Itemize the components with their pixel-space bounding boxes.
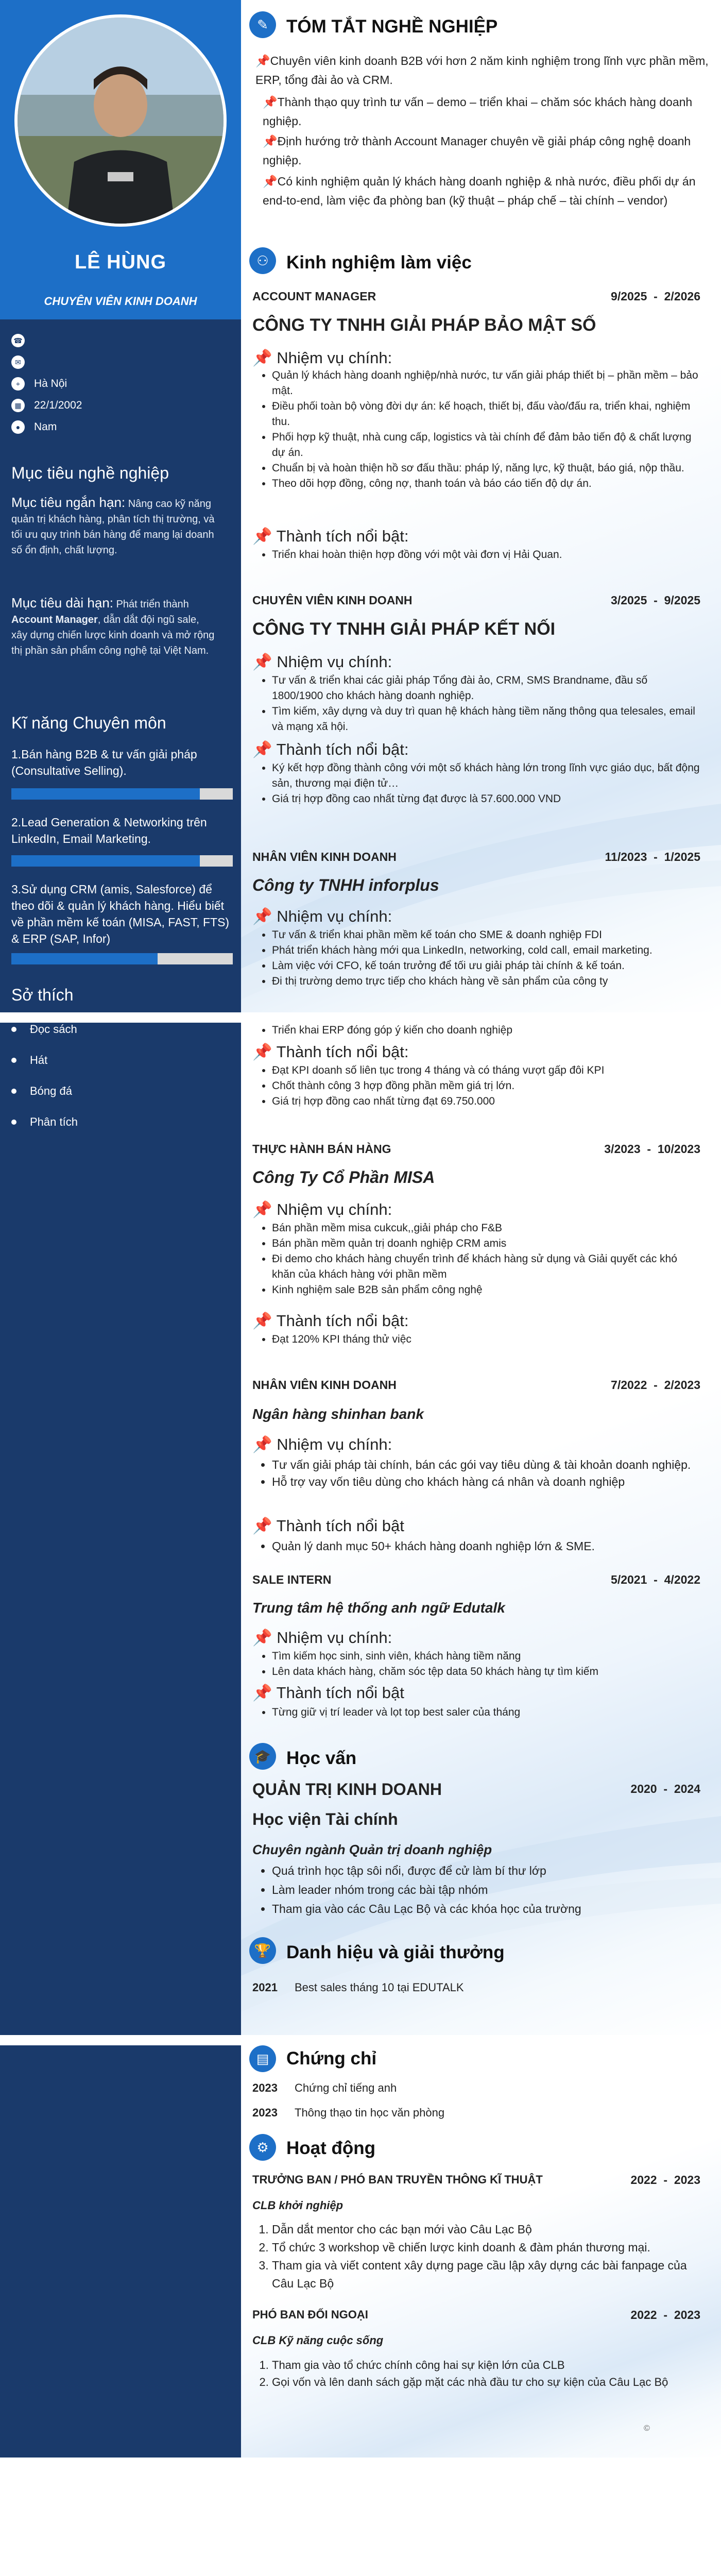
job-role: NHÂN VIÊN KINH DOANH — [252, 1378, 397, 1392]
person-icon: ● — [11, 420, 25, 434]
profile-title: CHUYÊN VIÊN KINH DOANH — [44, 295, 197, 308]
skill-item: 3.Sử dụng CRM (amis, Salesforce) để theo dõi & quản lý khách hàng. Hiểu biết về phần mềm kế toán (MISA, FAST, FTS) & ERP (SAP, Infor) — [11, 883, 230, 945]
location-icon: ⌖ — [11, 377, 25, 391]
achievement-item: • Từng giữ vị trí leader và lọt top best saler của tháng — [272, 1705, 700, 1720]
job-start: 5/2021 — [611, 1573, 647, 1586]
hobbies-heading: Sở thích — [11, 986, 74, 1004]
objective-heading: Mục tiêu nghề nghiệp — [11, 464, 169, 482]
contact-phone — [11, 334, 233, 347]
task-item: • Đi demo cho khách hàng chuyển trình để khách hàng sử dụng và Giải quyết các khó khăn của khách hàng với phần mềm — [272, 1251, 700, 1282]
task-list — [258, 1456, 700, 1490]
skill-bar-fill — [11, 855, 200, 867]
job-company: Ngân hàng shinhan bank — [252, 1406, 424, 1422]
activity-org: CLB Kỹ năng cuộc sống — [252, 2334, 384, 2347]
summary-heading: TÓM TẮT NGHỀ NGHIỆP — [286, 16, 498, 37]
education-institution: Học viện Tài chính — [252, 1810, 398, 1828]
tasks-label-text: Nhiệm vụ chính: — [277, 349, 392, 367]
task-item: • Chuẩn bị và hoàn thiện hồ sơ đấu thầu: pháp lý, năng lực, kỹ thuật, báo giá, nộp thầu. — [272, 461, 700, 476]
job-dates: 11/2023 - 1/2025 — [605, 850, 700, 863]
task-item: • Triển khai ERP đóng góp ý kiến cho doanh nghiệp — [272, 1023, 700, 1038]
trophy-icon: 🏆 — [249, 1937, 276, 1964]
tasks-label-text: Nhiệm vụ chính: — [277, 1435, 392, 1453]
achievements-label-text: Thành tích nổi bật: — [276, 1312, 409, 1330]
task-item: • Bán phần mềm quản trị doanh nghiệp CRM amis — [272, 1236, 700, 1251]
copyright-icon: © — [644, 2424, 650, 2433]
pin-icon: 📌 — [252, 1435, 272, 1453]
achievement-list — [258, 760, 700, 807]
achievement-item: • Đạt KPI doanh số liên tục trong 4 tháng và có tháng vượt gấp đôi KPI — [272, 1063, 700, 1078]
task-item: • Tìm kiếm, xây dựng và duy trì quan hệ khách hàng tiềm năng thông qua telesales, email và mạng xã hội. — [272, 704, 700, 735]
hobby-label: Đọc sách — [30, 1023, 77, 1036]
activity-dates: 2022 - 2023 — [630, 2308, 700, 2321]
hobby-item — [11, 1084, 72, 1098]
cv-page-2 — [0, 1023, 721, 2035]
achievements-label-text: Thành tích nổi bật: — [276, 740, 409, 758]
hobby-label: Hát — [30, 1054, 48, 1066]
achievements-label-text: Thành tích nổi bật — [276, 1684, 404, 1702]
skills-heading: Kĩ năng Chuyên môn — [11, 714, 166, 732]
activities-heading: Hoạt động — [286, 2138, 376, 2158]
achievement-item: • Ký kết hợp đồng thành công với một số khách hàng lớn trong lĩnh vực giáo dục, bất động sản, thương mại điện tử… — [272, 760, 700, 791]
education-dates: 2020 - 2024 — [630, 1782, 700, 1795]
tasks-label — [252, 1200, 392, 1219]
pin-icon: 📌 — [252, 653, 272, 671]
tasks-label-text: Nhiệm vụ chính: — [277, 1629, 392, 1647]
achievements-label-text: Thành tích nổi bật — [276, 1517, 404, 1535]
achievement-list — [258, 1705, 700, 1720]
skill-bar — [11, 855, 233, 867]
tasks-label — [252, 907, 392, 926]
email-icon: ✉ — [11, 355, 25, 369]
summary-text: Chuyên viên kinh doanh B2B với hơn 2 năm kinh nghiệm trong lĩnh vực phần mềm, ERP, tổng đài ảo và CRM. — [255, 54, 709, 87]
activity-end: 2023 — [674, 2308, 700, 2321]
task-list — [258, 1649, 700, 1680]
page-gap — [0, 1012, 721, 1023]
certificate-row — [252, 2106, 444, 2120]
summary-text: Định hướng trở thành Account Manager chuyên về giải pháp công nghệ doanh nghiệp. — [263, 134, 691, 167]
task-item: • Đi thị trường demo trực tiếp cho khách hàng về sản phẩm của công ty — [272, 974, 700, 989]
birthday-value: 22/1/2002 — [34, 399, 82, 411]
objective-short-text: Nâng cao kỹ năng quản trị khách hàng, phân tích thị trường, và tối ưu quy trình bán hàng để mang lại doanh số ổn định, chất lượng. — [11, 498, 215, 556]
task-item: • Tư vấn giải pháp tài chính, bán các gói vay tiêu dùng & tài khoản doanh nghiệp. — [272, 1456, 700, 1473]
education-school: QUẢN TRỊ KINH DOANH — [252, 1780, 442, 1799]
task-item: • Kinh nghiệm sale B2B sản phẩm công nghệ — [272, 1282, 700, 1298]
award-year: 2021 — [252, 1981, 278, 1994]
summary-item — [255, 52, 709, 90]
skill-bar — [11, 953, 233, 964]
job-dates: 5/2021 - 4/2022 — [611, 1573, 700, 1586]
education-heading: Học vấn — [286, 1748, 357, 1768]
job-end: 1/2025 — [664, 850, 700, 863]
achievements-label — [252, 1683, 404, 1702]
pin-icon: 📌 — [252, 1629, 272, 1647]
contact-email — [11, 355, 233, 369]
task-item: • Làm việc với CFO, kế toán trưởng để tối ưu giải pháp tài chính & kế toán. — [272, 958, 700, 974]
job-start: 3/2023 — [604, 1142, 641, 1156]
skill-bar — [11, 788, 233, 800]
job-dates: 3/2025 - 9/2025 — [611, 594, 700, 607]
activity-point: 2. Tổ chức 3 workshop về chiến lược kinh doanh & đàm phán thương mại. — [272, 2239, 700, 2257]
achievements-label — [252, 527, 408, 546]
objective-long-text: Phát triển thành — [116, 599, 189, 610]
hobby-label: Bóng đá — [30, 1084, 72, 1097]
profile-name: LÊ HÙNG — [75, 251, 166, 273]
tasks-label-text: Nhiệm vụ chính: — [277, 653, 392, 671]
awards-heading: Danh hiệu và giải thưởng — [286, 1942, 505, 1962]
job-role: THỰC HÀNH BÁN HÀNG — [252, 1142, 391, 1156]
certificate-year: 2023 — [252, 2081, 278, 2094]
pin-icon: 📌 — [252, 1200, 272, 1218]
contact-location — [11, 377, 233, 391]
education-list — [258, 1861, 700, 1919]
pin-icon: 📌 — [263, 175, 278, 188]
task-item: • Quản lý khách hàng doanh nghiệp/nhà nước, tư vấn giải pháp thiết bị – phần mềm – bảo mật. — [272, 368, 700, 399]
graduation-cap-icon: 🎓 — [249, 1743, 276, 1770]
bullet-icon — [11, 1027, 16, 1032]
job-start: 11/2023 — [605, 850, 647, 863]
task-item: • Phát triển khách hàng mới qua LinkedIn, networking, cold call, email marketing. — [272, 943, 700, 958]
job-start: 3/2025 — [611, 594, 647, 607]
achievements-label-text: Thành tích nổi bật: — [276, 527, 409, 545]
hobby-item — [11, 1023, 77, 1036]
objective-long — [11, 595, 217, 658]
pin-icon: 📌 — [252, 1517, 272, 1535]
job-start: 9/2025 — [611, 290, 647, 303]
award-row — [252, 1981, 464, 1994]
pin-icon: 📌 — [252, 527, 272, 545]
activity-role: PHÓ BAN ĐỐI NGOẠI — [252, 2308, 368, 2321]
contact-gender — [11, 420, 233, 434]
certificates-heading: Chứng chỉ — [286, 2048, 377, 2069]
achievements-label — [252, 1516, 404, 1535]
task-list — [258, 1221, 700, 1298]
summary-item — [263, 172, 716, 210]
task-item: • Bán phần mềm misa cukcuk,,giải pháp cho F&B — [272, 1221, 700, 1236]
objective-long-text-end: , dẫn dắt đội ngũ sale, xây dựng chiến lược kinh doanh và mở rộng thị phần sản phẩm công nghệ tại Việt Nam. — [11, 614, 215, 656]
education-start: 2020 — [630, 1782, 657, 1795]
job-company: CÔNG TY TNHH GIẢI PHÁP BẢO MẬT SỐ — [252, 315, 596, 335]
tasks-label — [252, 1628, 392, 1647]
task-list — [258, 673, 700, 735]
achievements-label — [252, 740, 408, 759]
certificate-row — [252, 2081, 397, 2095]
activity-start: 2022 — [630, 2308, 657, 2321]
summary-item — [263, 93, 716, 131]
bullet-icon — [11, 1120, 16, 1125]
activity-point: 1. Dẫn dắt mentor cho các bạn mới vào Câu Lạc Bộ — [272, 2221, 700, 2239]
activity-list — [258, 2357, 700, 2391]
summary-item — [263, 132, 716, 170]
avatar — [14, 14, 227, 227]
activity-role: TRƯỞNG BAN / PHÓ BAN TRUYỀN THÔNG KĨ THUẬT — [252, 2173, 543, 2186]
document-icon: ▤ — [249, 2045, 276, 2072]
job-role: CHUYÊN VIÊN KINH DOANH — [252, 594, 413, 607]
pin-icon: 📌 — [252, 1312, 272, 1330]
sidebar — [0, 0, 241, 1012]
cv-page-3 — [0, 2045, 721, 2458]
pin-icon: 📌 — [252, 740, 272, 758]
education-major: Chuyên ngành Quản trị doanh nghiệp — [252, 1842, 492, 1857]
task-item: • Tìm kiếm học sinh, sinh viên, khách hàng tiềm năng — [272, 1649, 700, 1664]
tasks-label — [252, 1435, 392, 1454]
objective-short-label: Mục tiêu ngắn hạn: — [11, 495, 126, 510]
job-dates: 3/2023 - 10/2023 — [604, 1142, 700, 1156]
job-role: NHÂN VIÊN KINH DOANH — [252, 850, 397, 863]
achievement-item: • Chốt thành công 3 hợp đồng phần mềm giá trị lớn. — [272, 1078, 700, 1094]
award-text: Best sales tháng 10 tại EDUTALK — [295, 1981, 464, 1994]
achievement-item: • Giá trị hợp đồng cao nhất từng đạt 69.750.000 — [272, 1094, 700, 1109]
phone-icon: ☎ — [11, 334, 25, 347]
bullet-icon — [11, 1058, 16, 1063]
achievement-item: • Quản lý danh mục 50+ khách hàng doanh nghiệp lớn & SME. — [272, 1538, 700, 1555]
achievements-label — [252, 1042, 408, 1061]
achievement-list — [258, 1332, 700, 1347]
job-company: Công ty TNHH inforplus — [252, 876, 439, 894]
summary-text: Có kinh nghiệm quản lý khách hàng doanh nghiệp & nhà nước, điều phối dự án end-to-end, làm việc đa phòng ban (kỹ thuật – pháp chế – tài chính – vendor) — [263, 175, 696, 207]
task-item: • Theo dõi hợp đồng, công nợ, thanh toán và báo cáo tiến độ dự án. — [272, 476, 700, 492]
task-item: • Lên data khách hàng, chăm sóc tệp data 50 khách hàng tự tìm kiếm — [272, 1664, 700, 1680]
pencil-icon: ✎ — [249, 11, 276, 38]
certificate-year: 2023 — [252, 2106, 278, 2119]
job-company: Trung tâm hệ thống anh ngữ Edutalk — [252, 1600, 505, 1616]
job-end: 2/2023 — [664, 1378, 700, 1392]
group-icon: ⚇ — [249, 247, 276, 274]
education-item: • Quá trình học tập sôi nổi, được để cử làm bí thư lớp — [272, 1861, 700, 1880]
task-list — [258, 927, 700, 989]
job-end: 2/2026 — [664, 290, 700, 303]
activity-list — [258, 2221, 700, 2293]
job-dates: 9/2025 - 2/2026 — [611, 290, 700, 303]
achievement-list — [258, 547, 700, 563]
cv-page-1 — [0, 0, 721, 1012]
achievement-list — [258, 1063, 700, 1109]
hobby-item — [11, 1054, 47, 1067]
objective-long-bold: Account Manager — [11, 614, 98, 625]
achievements-label-text: Thành tích nổi bật: — [276, 1043, 409, 1061]
certificate-text: Chứng chỉ tiếng anh — [295, 2081, 397, 2094]
tasks-label — [252, 652, 392, 671]
achievement-item: • Triển khai hoàn thiện hợp đồng với một vài đơn vị Hải Quan. — [272, 547, 700, 563]
achievement-item: • Đạt 120% KPI tháng thử việc — [272, 1332, 700, 1347]
task-item: • Tư vấn & triển khai phần mềm kế toán cho SME & doanh nghiệp FDI — [272, 927, 700, 943]
pin-icon: 📌 — [252, 1684, 272, 1702]
contact-birthday — [11, 399, 233, 412]
job-role: ACCOUNT MANAGER — [252, 290, 376, 303]
task-item: • Phối hợp kỹ thuật, nhà cung cấp, logistics và tài chính để đảm bảo tiến độ & chất lượng dự án. — [272, 430, 700, 461]
job-end: 10/2023 — [657, 1142, 700, 1156]
task-item: • Hỗ trợ vay vốn tiêu dùng cho khách hàng cá nhân và doanh nghiệp — [272, 1473, 700, 1490]
achievement-list — [258, 1538, 700, 1555]
hobby-item — [11, 1115, 78, 1129]
activity-start: 2022 — [630, 2173, 657, 2187]
activity-end: 2023 — [674, 2173, 700, 2187]
objective-short — [11, 495, 217, 558]
tasks-label-text: Nhiệm vụ chính: — [277, 907, 392, 925]
bullet-icon — [11, 1089, 16, 1094]
objective-long-label: Mục tiêu dài hạn: — [11, 595, 114, 611]
pin-icon: 📌 — [252, 907, 272, 925]
task-item: • Điều phối toàn bộ vòng đời dự án: kế hoạch, thiết bị, đấu vào/đấu ra, triển khai, nghiệm thu. — [272, 399, 700, 430]
job-start: 7/2022 — [611, 1378, 647, 1392]
page-gap — [0, 2035, 721, 2045]
activity-point: 2. Gọi vốn và lên danh sách gặp mặt các nhà đầu tư cho sự kiện của Câu Lạc Bộ — [272, 2374, 700, 2391]
activity-point: 3. Tham gia và viết content xây dựng page cầu lập xây dựng các bài fanpage của Câu Lạc Bộ — [272, 2257, 700, 2293]
activity-org: CLB khởi nghiệp — [252, 2199, 344, 2212]
achievement-item: • Giá trị hợp đồng cao nhất từng đạt được là 57.600.000 VND — [272, 791, 700, 807]
job-company: Công Ty Cổ Phần MISA — [252, 1168, 435, 1187]
pin-icon: 📌 — [263, 95, 278, 109]
pin-icon: 📌 — [252, 349, 272, 367]
job-company: CÔNG TY TNHH GIẢI PHÁP KẾT NỐI — [252, 619, 556, 639]
skill-bar-fill — [11, 788, 200, 800]
task-item: • Tư vấn & triển khai các giải pháp Tổng đài ảo, CRM, SMS Brandname, đầu số 1800/1900 cho khách hàng doanh nghiệp. — [272, 673, 700, 704]
sidebar — [0, 1023, 241, 2035]
job-end: 4/2022 — [664, 1573, 700, 1586]
certificate-text: Thông thạo tin học văn phòng — [295, 2106, 445, 2119]
experience-heading: Kinh nghiệm làm việc — [286, 252, 472, 273]
gear-icon: ⚙ — [249, 2134, 276, 2161]
activity-point: 1. Tham gia vào tổ chức chính công hai sự kiện lớn của CLB — [272, 2357, 700, 2374]
job-end: 9/2025 — [664, 594, 700, 607]
job-role: SALE INTERN — [252, 1573, 332, 1586]
pin-icon: 📌 — [255, 54, 270, 67]
pin-icon: 📌 — [263, 134, 278, 148]
education-item: • Tham gia vào các Câu Lạc Bộ và các khóa học của trường — [272, 1900, 700, 1919]
task-list — [258, 1023, 700, 1038]
activity-dates: 2022 - 2023 — [630, 2173, 700, 2187]
skill-item: 1.Bán hàng B2B & tư vấn giải pháp (Consultative Selling). — [11, 748, 197, 777]
sidebar — [0, 2045, 241, 2458]
tasks-label-text: Nhiệm vụ chính: — [277, 1200, 392, 1218]
tasks-label — [252, 348, 392, 367]
education-item: • Làm leader nhóm trong các bài tập nhóm — [272, 1880, 700, 1900]
task-list — [258, 368, 700, 492]
education-end: 2024 — [674, 1782, 700, 1795]
pin-icon: 📌 — [252, 1043, 272, 1061]
skill-item: 2.Lead Generation & Networking trên LinkedIn, Email Marketing. — [11, 816, 207, 845]
calendar-icon: ▦ — [11, 399, 25, 412]
summary-text: Thành thạo quy trình tư vấn – demo – triển khai – chăm sóc khách hàng doanh nghiệp. — [263, 95, 693, 128]
hobby-label: Phân tích — [30, 1115, 78, 1128]
location-value: Hà Nội — [34, 378, 67, 389]
job-dates: 7/2022 - 2/2023 — [611, 1378, 700, 1392]
gender-value: Nam — [34, 421, 57, 433]
achievements-label — [252, 1311, 408, 1330]
skill-bar-fill — [11, 953, 158, 964]
